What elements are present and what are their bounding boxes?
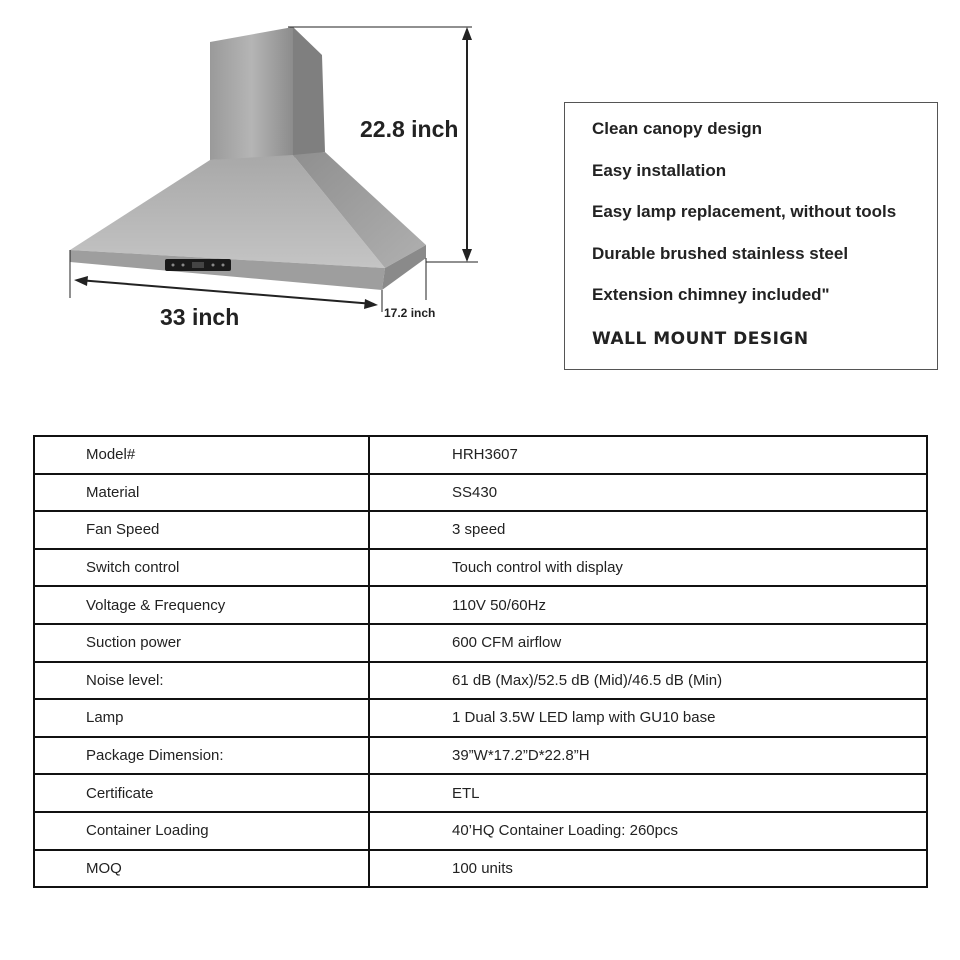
spec-value: Touch control with display [369,549,927,587]
panel-button-icon [222,264,225,267]
spec-label: Certificate [34,774,369,812]
spec-label: Material [34,474,369,512]
spec-value: 40’HQ Container Loading: 260pcs [369,812,927,850]
spec-value: 110V 50/60Hz [369,586,927,624]
feature-item: Clean canopy design [592,119,763,138]
table-row [34,774,927,812]
table-row [34,549,927,587]
spec-value: 39”W*17.2”D*22.8”H [369,737,927,775]
chimney-side [293,27,325,158]
features-list [592,119,896,371]
spec-value: 100 units [369,850,927,888]
spec-value: ETL [369,774,927,812]
spec-value: 600 CFM airflow [369,624,927,662]
features-heading: WALL MOUNT DESIGN [592,328,809,349]
arrow-down-icon [462,249,472,262]
spec-value: 3 speed [369,511,927,549]
arrow-up-icon [462,27,472,40]
spec-label: MOQ [34,850,369,888]
panel-button-icon [182,264,185,267]
table-row [34,586,927,624]
spec-value: SS430 [369,474,927,512]
table-row [34,624,927,662]
arrow-right-icon [364,299,378,309]
feature-item: Easy installation [592,160,727,180]
panel-button-icon [212,264,215,267]
width-dimension-label: 33 inch [160,304,240,330]
feature-item: Easy lamp replacement, without tools [592,202,897,222]
spec-label: Container Loading [34,812,369,850]
arrow-left-icon [74,276,88,286]
feature-item: Durable brushed stainless steel [592,243,849,263]
spec-label: Package Dimension: [34,737,369,775]
spec-label: Noise level: [34,662,369,700]
table-row [34,812,927,850]
panel-button-icon [172,264,175,267]
panel-display [192,262,204,268]
spec-value: 1 Dual 3.5W LED lamp with GU10 base [369,699,927,737]
spec-label: Voltage & Frequency [34,586,369,624]
spec-label: Model# [34,436,369,474]
spec-label: Switch control [34,549,369,587]
table-row [34,662,927,700]
height-dimension-label: 22.8 inch [360,116,459,142]
spec-label: Fan Speed [34,511,369,549]
depth-dimension-label: 17.2 inch [384,306,436,320]
chimney-front [210,27,293,160]
table-row [34,699,927,737]
table-row [34,436,927,474]
features-box [564,102,938,370]
table-row [34,511,927,549]
feature-item: Extension chimney included" [592,285,830,305]
spec-value: HRH3607 [369,436,927,474]
spec-label: Suction power [34,624,369,662]
spec-value: 61 dB (Max)/52.5 dB (Mid)/46.5 dB (Min) [369,662,927,700]
range-hood-image [0,0,520,340]
table-row [34,850,927,888]
spec-table [33,435,928,888]
table-row [34,474,927,512]
table-row [34,737,927,775]
spec-label: Lamp [34,699,369,737]
